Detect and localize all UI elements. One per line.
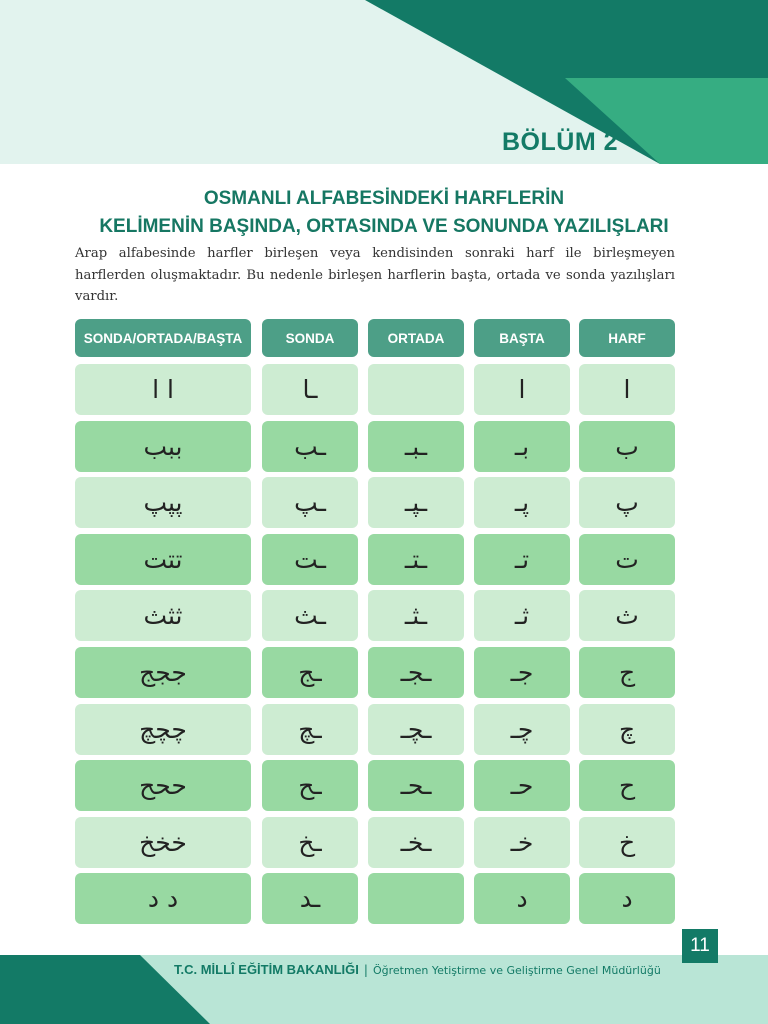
header-basta: BAŞTA: [474, 319, 570, 357]
cell-sonda: ـت: [262, 534, 358, 585]
cell-sonda: ـب: [262, 421, 358, 472]
cell-harf: ا: [579, 364, 675, 415]
cell-basta: ا: [474, 364, 570, 415]
header-ortada: ORTADA: [368, 319, 464, 357]
cell-combined: تتت: [75, 534, 251, 585]
cell-harf: ج: [579, 647, 675, 698]
cell-combined: پپپ: [75, 477, 251, 528]
cell-basta: خـ: [474, 817, 570, 868]
cell-harf: چ: [579, 704, 675, 755]
page-number: 11: [682, 929, 718, 963]
header-harf: HARF: [579, 319, 675, 357]
cell-basta: بـ: [474, 421, 570, 472]
cell-basta: د: [474, 873, 570, 924]
cell-sonda: ـح: [262, 760, 358, 811]
cell-harf: ث: [579, 590, 675, 641]
cell-sonda: ـا: [262, 364, 358, 415]
cell-ortada: [368, 873, 464, 924]
cell-combined: ححح: [75, 760, 251, 811]
cell-harf: ح: [579, 760, 675, 811]
cell-ortada: ـتـ: [368, 534, 464, 585]
cell-combined: چچچ: [75, 704, 251, 755]
footer-text: [174, 962, 661, 977]
footer-department: Öğretmen Yetiştirme ve Geliştirme Genel Müdürlüğü: [372, 964, 661, 977]
footer-separator: |: [363, 963, 368, 977]
cell-basta: حـ: [474, 760, 570, 811]
cell-combined: ا ا: [75, 364, 251, 415]
cell-combined: ببب: [75, 421, 251, 472]
page-title-line-2: KELİMENİN BAŞINDA, ORTASINDA VE SONUNDA YAZILIŞLARI: [99, 216, 669, 237]
cell-combined: خخخ: [75, 817, 251, 868]
cell-combined: ججج: [75, 647, 251, 698]
cell-ortada: ـچـ: [368, 704, 464, 755]
cell-ortada: ـپـ: [368, 477, 464, 528]
cell-harf: ب: [579, 421, 675, 472]
cell-basta: تـ: [474, 534, 570, 585]
cell-basta: پـ: [474, 477, 570, 528]
cell-harf: ت: [579, 534, 675, 585]
header-decoration: [0, 0, 768, 164]
footer-ministry: T.C. MİLLÎ EĞİTİM BAKANLIĞI: [174, 962, 359, 977]
cell-sonda: ـپ: [262, 477, 358, 528]
cell-ortada: [368, 364, 464, 415]
cell-combined: د د: [75, 873, 251, 924]
cell-sonda: ـد: [262, 873, 358, 924]
cell-basta: ثـ: [474, 590, 570, 641]
cell-harf: پ: [579, 477, 675, 528]
header-combined: SONDA/ORTADA/BAŞTA: [75, 319, 251, 357]
intro-paragraph: Arap alfabesinde harfler birleşen veya kendisinden sonraki harf ile birleşmeyen harflerden oluşmaktadır. Bu nedenle birleşen harflerin başta, ortada ve sonda yazılışları vardır.: [75, 246, 675, 304]
cell-basta: چـ: [474, 704, 570, 755]
cell-basta: جـ: [474, 647, 570, 698]
cell-sonda: ـخ: [262, 817, 358, 868]
cell-sonda: ـج: [262, 647, 358, 698]
header-banner: [0, 0, 768, 164]
cell-harf: د: [579, 873, 675, 924]
chapter-label: BÖLÜM 2: [502, 128, 618, 156]
cell-ortada: ـحـ: [368, 760, 464, 811]
cell-harf: خ: [579, 817, 675, 868]
cell-ortada: ـثـ: [368, 590, 464, 641]
page-title-line-1: OSMANLI ALFABESİNDEKİ HARFLERİN: [203, 188, 565, 209]
cell-sonda: ـچ: [262, 704, 358, 755]
cell-combined: ثثث: [75, 590, 251, 641]
cell-ortada: ـخـ: [368, 817, 464, 868]
cell-ortada: ـبـ: [368, 421, 464, 472]
cell-ortada: ـجـ: [368, 647, 464, 698]
cell-sonda: ـث: [262, 590, 358, 641]
header-sonda: SONDA: [262, 319, 358, 357]
